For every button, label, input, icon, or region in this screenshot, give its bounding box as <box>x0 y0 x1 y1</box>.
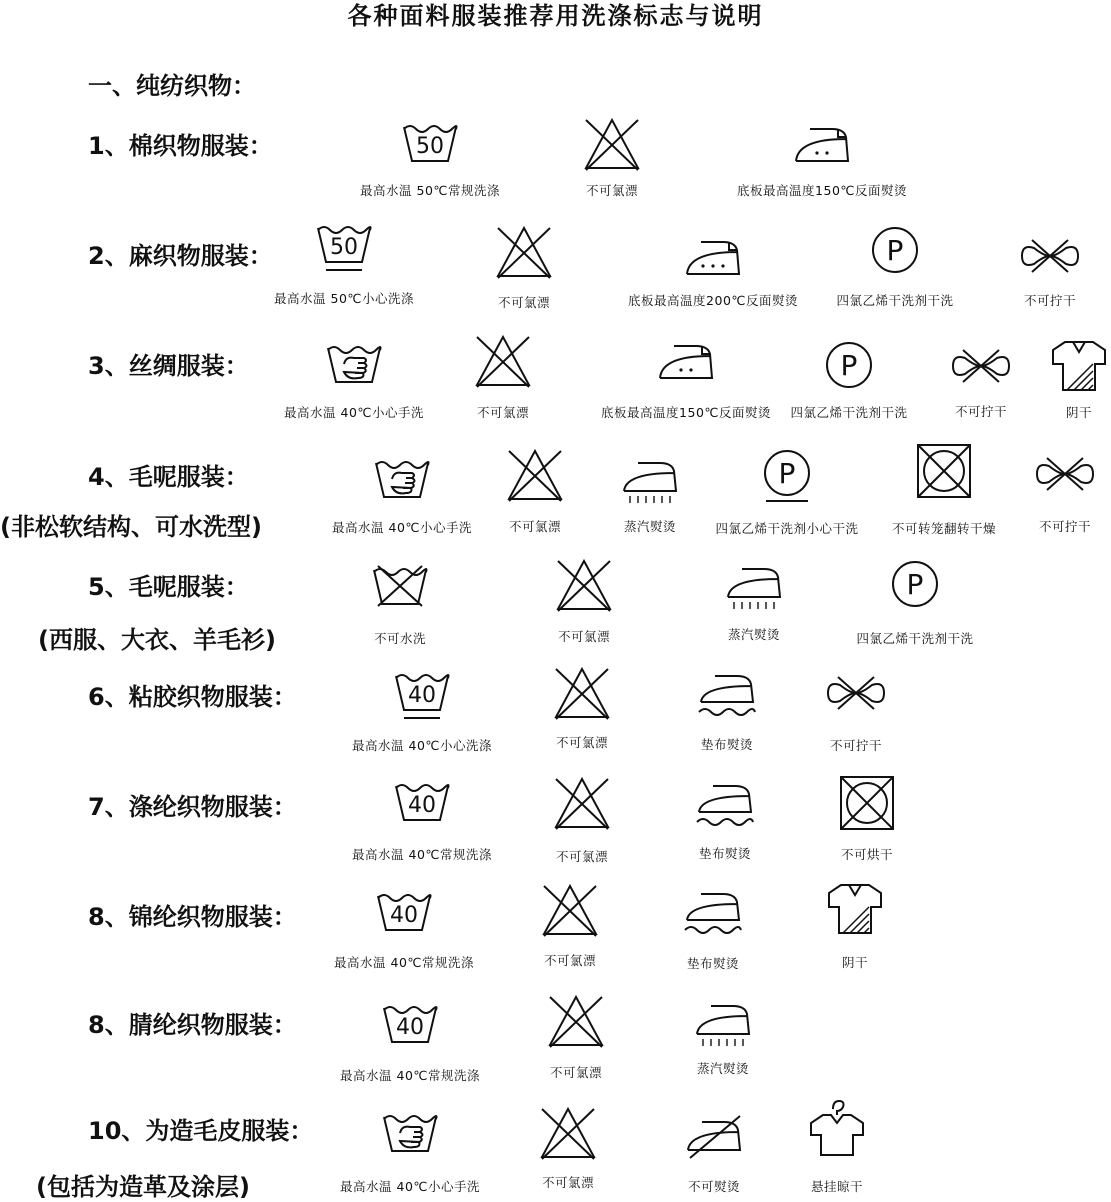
no-bleach-icon <box>505 447 565 505</box>
symbol-caption: 不可氯漂 <box>557 629 611 644</box>
symbol-caption: 蒸汽熨烫 <box>727 627 781 642</box>
page-title: 各种面料服装推荐用洗涤标志与说明 <box>347 2 764 30</box>
svg-text:40: 40 <box>396 1015 424 1040</box>
iron-cloth-icon <box>695 782 755 830</box>
no-wring-icon <box>1018 236 1082 276</box>
symbol-caption: 最高水温 40℃小心手洗 <box>340 1179 480 1194</box>
symbol-caption: 底板最高温度150℃反面熨烫 <box>601 405 771 420</box>
row-label: 6、粘胶织物服装： <box>88 683 297 711</box>
shade-dry-shirt-icon <box>1049 338 1109 394</box>
svg-text:40: 40 <box>390 903 418 928</box>
symbol-caption: 不可拧干 <box>829 738 883 753</box>
row-label: 2、麻织物服装： <box>88 242 273 270</box>
row-label: 4、毛呢服装： <box>88 463 249 491</box>
symbol-caption: 不可烘干 <box>840 847 894 862</box>
symbol-caption: 不可氯漂 <box>555 735 609 750</box>
symbol-caption: 不可熨烫 <box>687 1179 741 1194</box>
symbol-caption: 阴干 <box>1065 405 1093 420</box>
no-bleach-icon <box>554 557 614 615</box>
no-bleach-icon <box>473 333 533 391</box>
svg-text:50: 50 <box>416 134 444 159</box>
symbol-caption: 不可拧干 <box>1023 293 1077 308</box>
symbol-caption: 不可转笼翻转干燥 <box>891 521 997 536</box>
row-label: 7、涤纶织物服装： <box>88 793 297 821</box>
symbol-caption: 不可氯漂 <box>543 953 597 968</box>
svg-text:40: 40 <box>408 683 436 708</box>
svg-text:40: 40 <box>408 793 436 818</box>
row-label: 8、锦纶织物服装： <box>88 903 297 931</box>
no-bleach-icon <box>582 116 642 174</box>
iron-3-dots-icon <box>683 238 743 278</box>
symbol-caption: 不可水洗 <box>373 631 427 646</box>
symbol-caption: 最高水温 40℃小心手洗 <box>284 405 424 420</box>
wash-tub-40-gentle-icon <box>392 666 452 722</box>
symbol-caption: 最高水温 40℃小心手洗 <box>332 520 472 535</box>
no-bleach-icon <box>540 882 600 940</box>
symbol-caption: 悬挂晾干 <box>810 1179 864 1194</box>
no-iron-icon <box>684 1114 744 1160</box>
row-label: 5、毛呢服装： <box>88 573 249 601</box>
section-heading: 一、纯纺织物： <box>88 72 256 100</box>
iron-2-dots-icon <box>656 342 716 382</box>
symbol-caption: 不可氯漂 <box>497 295 551 310</box>
wash-tub-40-icon <box>392 776 452 832</box>
no-bleach-icon <box>546 993 606 1051</box>
symbol-caption: 四氯乙烯干洗剂干洗 <box>836 293 954 308</box>
no-bleach-icon <box>494 224 554 282</box>
symbol-caption: 最高水温 50℃常规洗涤 <box>360 183 500 198</box>
wash-tub-40-icon <box>374 886 434 942</box>
no-wring-icon <box>824 673 888 713</box>
symbol-caption: 最高水温 40℃常规洗涤 <box>334 955 474 970</box>
row-label: 10、为造毛皮服装： <box>88 1117 314 1145</box>
shade-dry-shirt-icon <box>825 881 885 937</box>
no-wash-icon <box>370 560 430 616</box>
symbol-caption: 底板最高温度200℃反面熨烫 <box>628 293 798 308</box>
dry-clean-p-icon <box>866 224 924 282</box>
steam-iron-icon <box>693 1002 753 1048</box>
symbol-caption: 不可氯漂 <box>555 849 609 864</box>
iron-2-dots-icon <box>792 125 852 165</box>
row-sublabel: (包括为造革及涂层) <box>36 1173 250 1201</box>
symbol-caption: 不可氯漂 <box>541 1175 595 1190</box>
symbol-caption: 不可拧干 <box>954 404 1008 419</box>
symbol-caption: 四氯乙烯干洗剂小心干洗 <box>715 521 859 536</box>
symbol-caption: 垫布熨烫 <box>700 737 754 752</box>
symbol-caption: 最高水温 40℃常规洗涤 <box>352 847 492 862</box>
svg-text:P: P <box>840 349 858 382</box>
hand-wash-icon <box>324 338 384 394</box>
steam-iron-icon <box>724 565 784 611</box>
symbol-caption: 最高水温 40℃常规洗涤 <box>340 1068 480 1083</box>
symbol-caption: 不可氯漂 <box>549 1065 603 1080</box>
symbol-caption: 底板最高温度150℃反面熨烫 <box>737 183 907 198</box>
symbol-caption: 最高水温 50℃小心洗涤 <box>274 291 414 306</box>
row-label: 1、棉织物服装： <box>88 132 273 160</box>
svg-text:50: 50 <box>330 235 358 260</box>
symbol-caption: 不可氯漂 <box>476 405 530 420</box>
symbol-caption: 最高水温 40℃小心洗涤 <box>352 738 492 753</box>
hand-wash-icon <box>380 1107 440 1163</box>
symbol-caption: 蒸汽熨烫 <box>696 1061 750 1076</box>
iron-cloth-icon <box>697 672 757 720</box>
symbol-caption: 不可氯漂 <box>508 519 562 534</box>
row-sublabel: (非松软结构、可水洗型) <box>0 513 262 541</box>
svg-text:P: P <box>778 457 796 490</box>
no-bleach-icon <box>552 665 612 723</box>
hang-dry-icon <box>807 1099 867 1159</box>
svg-text:P: P <box>886 234 904 267</box>
symbol-caption: 垫布熨烫 <box>698 846 752 861</box>
no-tumble-dry-icon <box>914 441 974 501</box>
symbol-caption: 四氯乙烯干洗剂干洗 <box>790 405 908 420</box>
symbol-caption: 不可拧干 <box>1038 519 1092 534</box>
no-bleach-icon <box>538 1105 598 1163</box>
wash-tub-40-icon <box>380 998 440 1054</box>
no-wring-icon <box>1033 454 1097 494</box>
symbol-caption: 蒸汽熨烫 <box>623 519 677 534</box>
dry-clean-p-icon <box>820 339 878 397</box>
svg-text:P: P <box>906 568 924 601</box>
symbol-caption: 阴干 <box>841 955 869 970</box>
wash-tub-50-icon <box>400 117 460 173</box>
symbol-caption: 不可氯漂 <box>585 183 639 198</box>
row-label: 8、腈纶织物服装： <box>88 1011 297 1039</box>
dry-clean-p-gentle-icon <box>758 447 816 505</box>
no-wring-icon <box>949 346 1013 386</box>
no-bleach-icon <box>552 775 612 833</box>
hand-wash-icon <box>372 453 432 509</box>
no-tumble-dry-icon <box>837 773 897 833</box>
row-label: 3、丝绸服装： <box>88 352 249 380</box>
symbol-caption: 垫布熨烫 <box>686 956 740 971</box>
symbol-caption: 四氯乙烯干洗剂干洗 <box>856 631 974 646</box>
iron-cloth-icon <box>683 890 743 938</box>
row-sublabel: (西服、大衣、羊毛衫) <box>38 626 276 654</box>
dry-clean-p-icon <box>886 558 944 616</box>
steam-iron-icon <box>620 459 680 505</box>
wash-tub-50-gentle-icon <box>314 218 374 274</box>
